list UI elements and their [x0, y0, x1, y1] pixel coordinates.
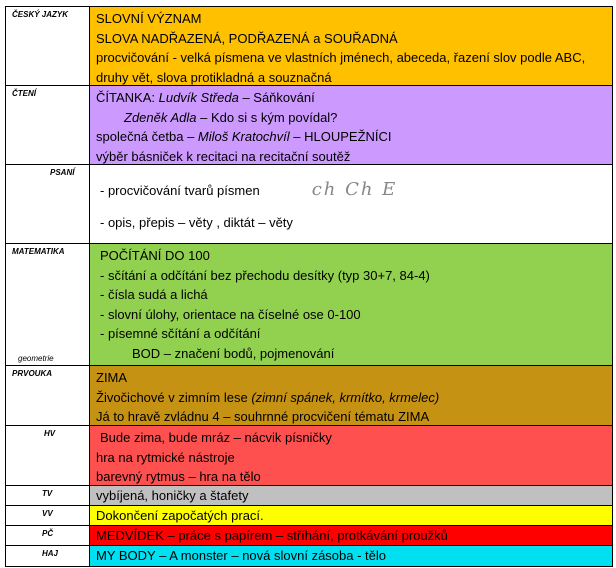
topic-line: Dokončení započatých prací.: [96, 508, 264, 523]
topic-line: vybíjená, honičky a štafety: [96, 488, 249, 503]
row-vv: [6, 506, 612, 526]
topic-line: výběr básniček k recitaci na recitační soutěž: [96, 148, 351, 164]
subject-label: PČ: [42, 529, 54, 538]
topic-line: SLOVNÍ VÝZNAM: [96, 11, 202, 26]
topic-line: druhy vět, slova protikladná a souznačná: [96, 69, 332, 85]
row-matematika: [6, 244, 612, 366]
subject-label-cell: [6, 526, 90, 545]
row-tv: [6, 486, 612, 506]
subject-label: PRVOUKA: [12, 369, 53, 378]
topic-line: [96, 388, 606, 408]
subject-label: HV: [44, 429, 56, 438]
topic-line: barevný rytmus – hra na tělo: [96, 469, 261, 484]
topic-line: - sčítání a odčítání bez přechodu desítky (typ 30+7, 84-4): [100, 267, 430, 283]
topic-text: ČÍTANKA:: [96, 90, 159, 105]
topic-line: procvičování - velká písmena ve vlastních jménech, abeceda, řazení slov podle ABC,: [96, 50, 586, 65]
content-cell: [90, 426, 612, 485]
topic-text: - procvičování tvarů písmen: [100, 183, 260, 198]
topic-line: - čísla sudá a lichá: [100, 287, 208, 302]
subject-label: MATEMATIKA: [12, 247, 65, 256]
topic-line: - písemné sčítání a odčítání: [100, 326, 261, 341]
topic-line: hra na rytmické nástroje: [96, 449, 235, 465]
row-haj: [6, 546, 612, 566]
topic-line: - slovní úlohy, orientace na číselné ose 0-100: [100, 306, 361, 322]
author-name: Ludvík Středa: [158, 90, 239, 105]
topic-text: – Sáňkování: [238, 90, 315, 105]
topic-line: [96, 177, 606, 203]
row-pc: [6, 526, 612, 546]
topic-line: SLOVA NADŘAZENÁ, PODŘAZENÁ a SOUŘADNÁ: [96, 30, 398, 46]
subject-label: ČESKÝ JAZYK: [12, 10, 69, 19]
topic-line: Já to hravě zvládnu 4 – souhrnné procvičení tématu ZIMA: [96, 409, 430, 424]
subject-label: TV: [42, 489, 53, 498]
topic-line: [96, 88, 606, 108]
topic-line: [96, 108, 606, 128]
author-name: Miloš Kratochvíl: [197, 129, 290, 144]
content-cell: [90, 165, 612, 243]
row-prvouka: [6, 366, 612, 426]
topic-line: POČÍTÁNÍ DO 100: [100, 248, 210, 263]
author-name: Zdeněk Adla: [124, 109, 197, 125]
subject-label-cell: [6, 366, 90, 425]
content-cell: [90, 506, 612, 525]
content-cell: [90, 526, 612, 545]
content-cell: [90, 486, 612, 505]
topic-text: – HLOUPEŽNÍCI: [289, 129, 392, 144]
topic-line: MEDVÍDEK – práce s papírem – stříhání, protkávání proužků: [96, 528, 448, 543]
row-psani: [6, 165, 612, 244]
row-hv: [6, 426, 612, 486]
topic-line: BOD – značení bodů, pojmenování: [132, 345, 335, 361]
subject-label-cell: [6, 546, 90, 566]
subject-label-cell: [6, 506, 90, 525]
subject-label-cell: [6, 244, 90, 365]
topic-text: – Kdo si s kým povídal?: [196, 109, 338, 125]
subject-label-cell: [6, 165, 90, 243]
row-cesky-jazyk: [6, 7, 612, 86]
subject-label: ČTENÍ: [12, 89, 36, 98]
topic-line: [96, 127, 606, 147]
topic-note: (zimní spánek, krmítko, krmelec): [251, 389, 440, 405]
topic-line: MY BODY – A monster – nová slovní zásoba - tělo: [96, 548, 387, 563]
subject-label-cell: [6, 86, 90, 164]
subject-label: VV: [42, 509, 53, 518]
weekly-plan-table: [5, 6, 613, 567]
content-cell: [90, 366, 612, 425]
topic-line: - opis, přepis – věty , diktát – věty: [100, 215, 293, 230]
subject-label-cell: [6, 7, 90, 85]
content-cell: [90, 86, 612, 164]
subject-label: HAJ: [42, 549, 59, 558]
topic-line: ZIMA: [96, 370, 128, 385]
row-cteni: [6, 86, 612, 165]
handwriting-sample: ch Ch E: [311, 179, 398, 200]
subject-label-cell: [6, 426, 90, 485]
subject-label: PSANÍ: [50, 168, 75, 177]
subject-label-cell: [6, 486, 90, 505]
subject-subnote: geometrie: [18, 354, 54, 363]
content-cell: [90, 244, 612, 365]
content-cell: [90, 546, 612, 566]
topic-text: Živočichové v zimním lese: [96, 389, 252, 405]
content-cell: [90, 7, 612, 85]
topic-line: Bude zima, bude mráz – nácvik písničky: [100, 430, 332, 445]
topic-text: společná četba –: [96, 129, 198, 144]
